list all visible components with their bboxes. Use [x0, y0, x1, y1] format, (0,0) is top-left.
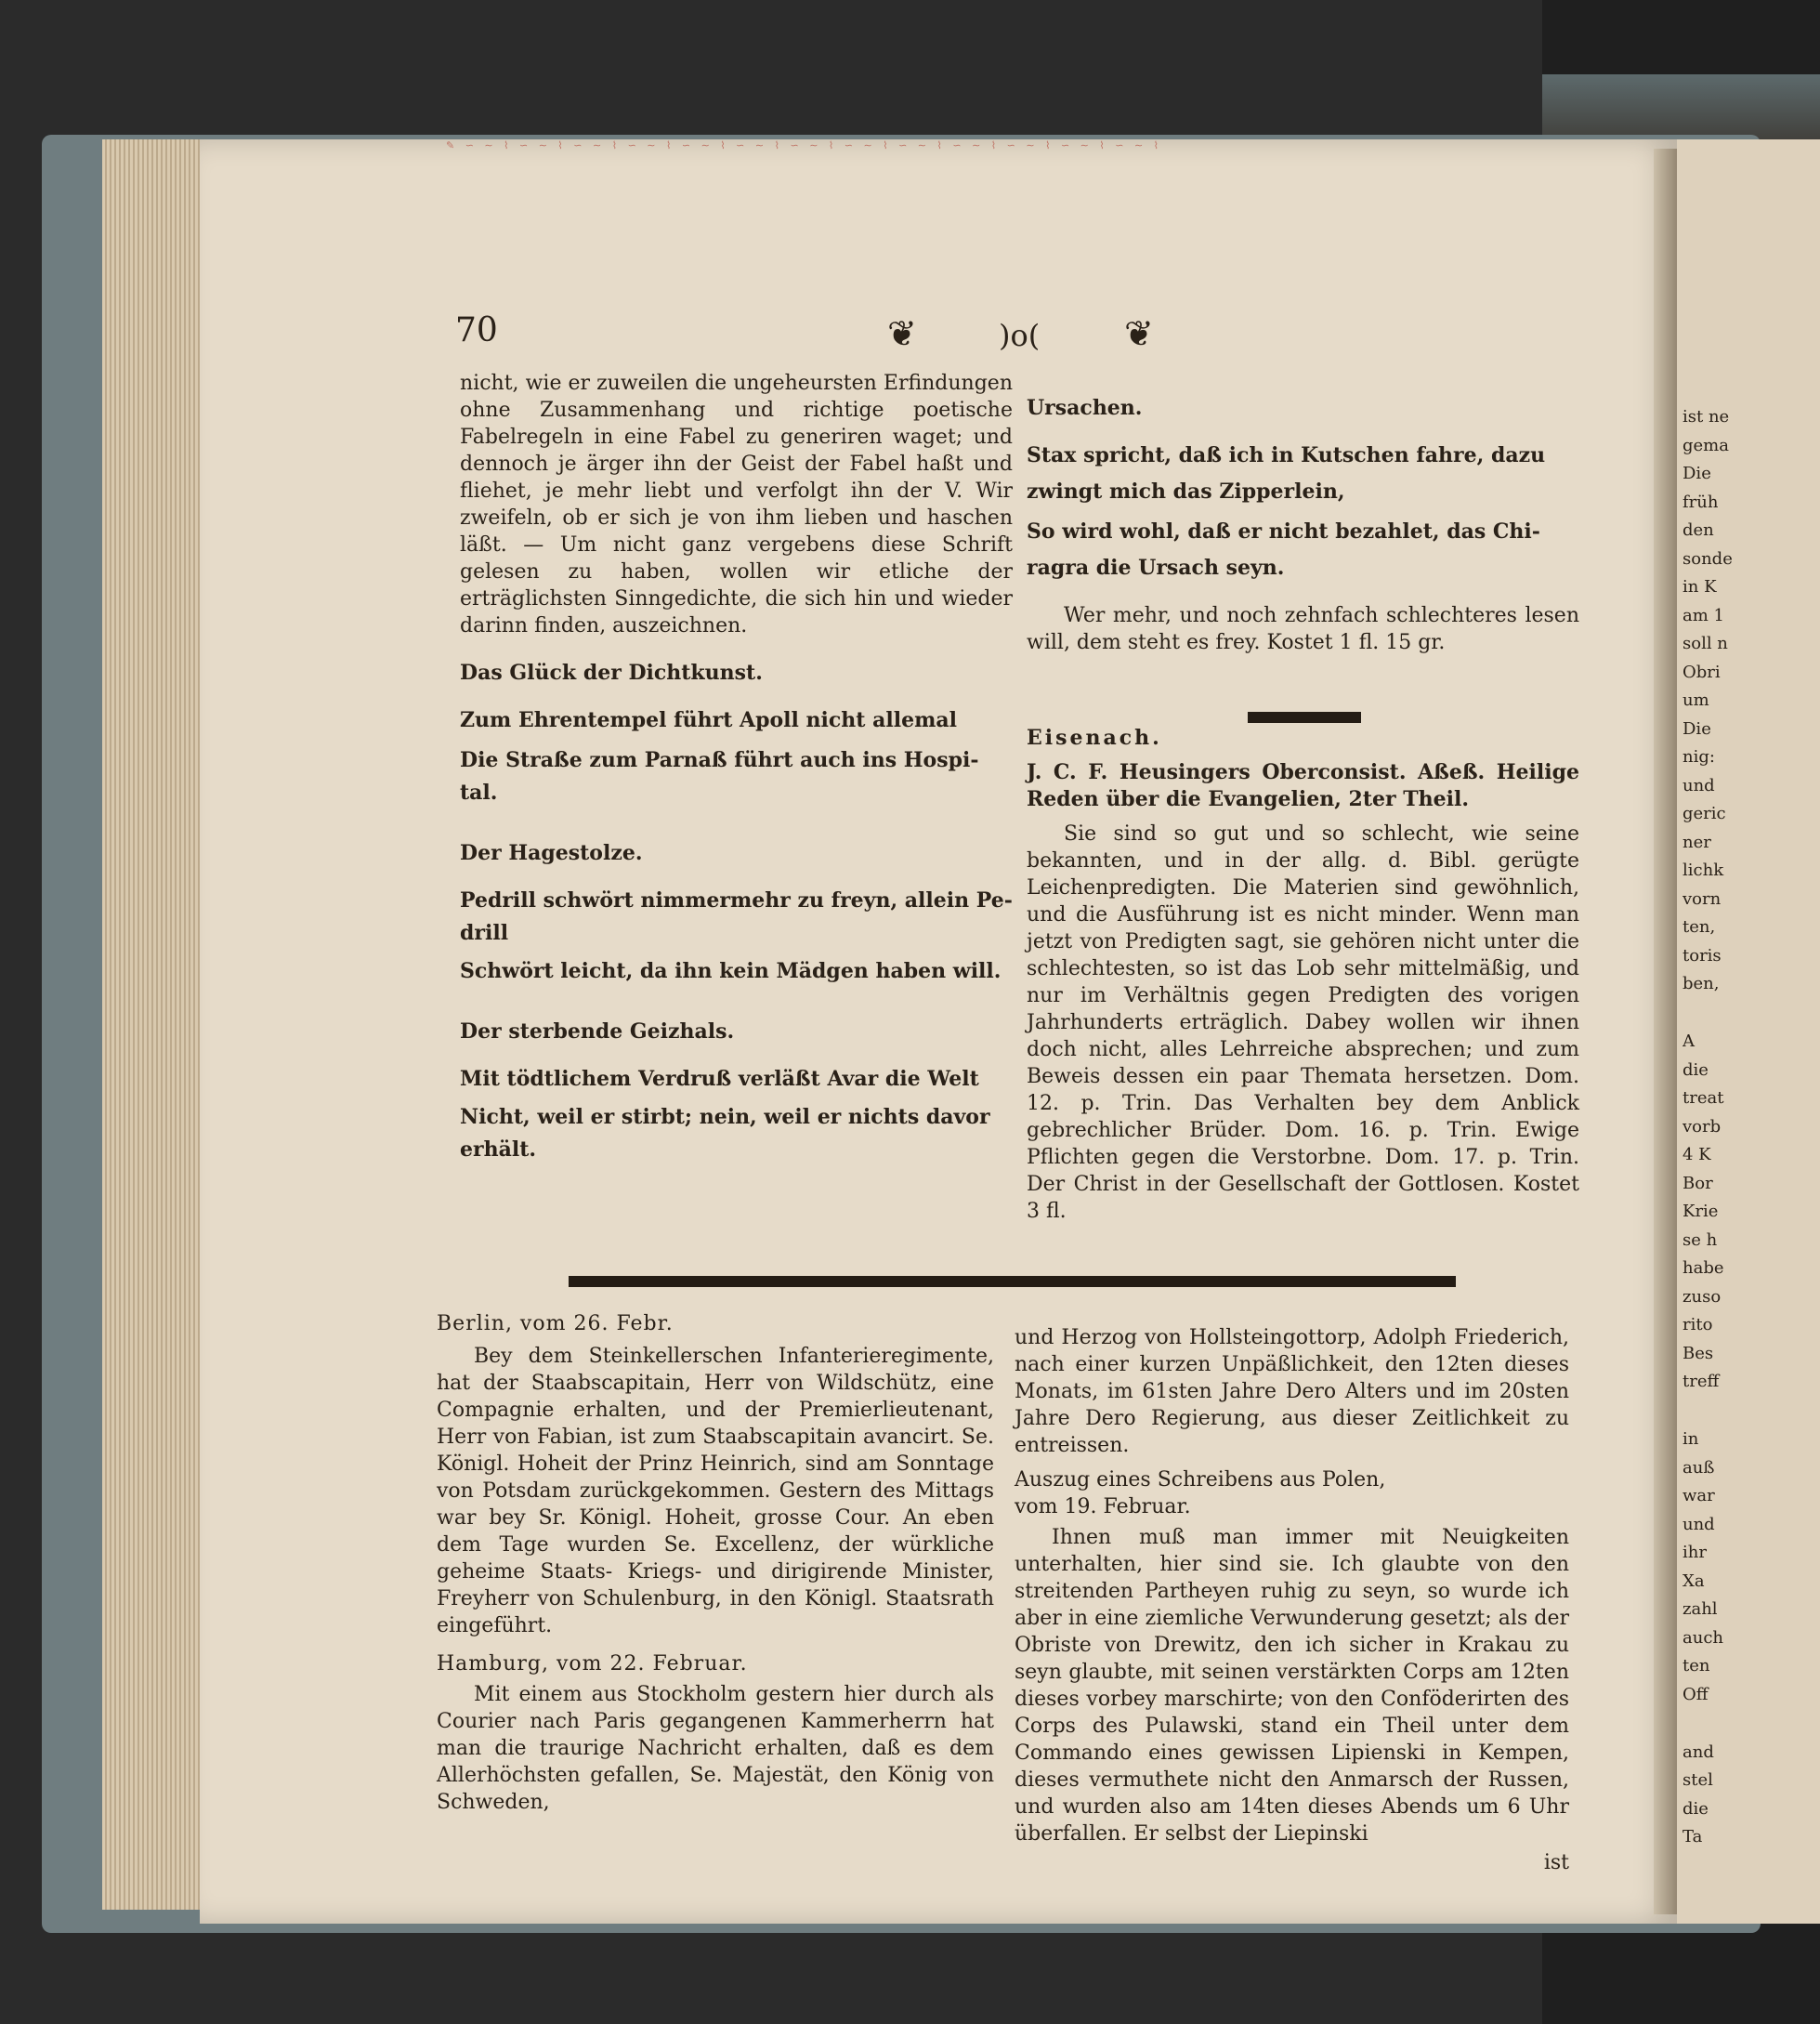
catchword: ist — [1543, 1851, 1569, 1874]
news-paragraph: Mit einem aus Stockholm gestern hier durch als Courier nach Paris gegangenen Kammerherrn hat man die traurige Nachricht erhalten, daß es dem Allerhöchsten gefallen, Se. Majestät, den König von Schweden, — [437, 1683, 994, 1814]
intro-paragraph: nicht, wie er zuweilen die ungeheursten Erfindungen ohne Zusammenhang und richtige poetische Fabelregeln in eine Fabel zu generiren waget; und dennoch je ärger ihn der Geist der Fabel haßt und fliehet, je mehr liebt und verfolgt ihn der V. Wir zweifeln, ob er sich je von ihm lieben und haschen läßt. — Um nicht ganz vergebens diese Schrift gelesen zu haben, wollen wir etliche der erträglichsten Sinngedichte, die sich hin und wieder darinn finden, auszeichnen. — [460, 372, 1013, 637]
next-page-fragment: früh — [1683, 493, 1719, 511]
ornament-right-icon: ❦ — [1124, 313, 1154, 354]
thick-divider — [569, 1276, 1456, 1287]
closing-note: Wer mehr, und noch zehnfach schlechteres lesen will, dem steht es frey. Kostet 1 fl. 15 gr. — [1027, 604, 1579, 654]
next-page-fragment: um — [1683, 692, 1709, 709]
next-page-fragment: soll n — [1683, 636, 1728, 652]
poem-line: drill — [460, 921, 509, 945]
next-page-fragment: in — [1683, 1431, 1699, 1448]
poem-title: Das Glück der Dichtkunst. — [460, 661, 763, 685]
next-page-fragment: auß — [1683, 1459, 1715, 1477]
news-paragraph: Ihnen muß man immer mit Neuigkeiten unterhalten, hier sind sie. Ich glaubte von den streitenden Partheyen ruhig zu seyn, so wurde ich aber in eine ziemliche Verwunderung gesetzt; als der Obriste von Drewitz, den ich sicher in Krakau zu seyn glaubte, mit seinen verstärkten Corps am 12ten dieses vorbey marschirte; von den Conföderirten des Corps des Pulawski, stand ein Theil unter dem Commando eines gewissen Lipienski in Kempen, dieses vermuthete nicht den Anmarsch der Russen, und wurden also am 14ten dieses Abends um 6 Uhr überfallen. Er selbst der Liepinski — [1015, 1526, 1569, 1846]
red-ink-marks: ✎ ∽ ∼ ⌇ ∽ ∼ ⌇ ∽ ∼ ⌇ ∽ ∼ ⌇ ∽ ∼ ⌇ ∽ ∼ ⌇ ∽ ∼ ⌇ ∽ ∼ ⌇ ∽ ∼ ⌇ ∽ ∼ ⌇ ∽ ∼ ⌇ ∽ ∼ ⌇ ∽ ∼ ⌇ — [446, 139, 1163, 151]
next-page-fragment: ner — [1683, 834, 1711, 851]
next-page-fragment: den — [1683, 522, 1714, 539]
next-page-fragment: auch — [1683, 1629, 1723, 1647]
page-edges — [102, 139, 204, 1910]
next-page-fragment: vorb — [1683, 1118, 1722, 1136]
page-number: 70 — [455, 311, 498, 349]
next-page-fragment: zahl — [1683, 1601, 1718, 1618]
next-page-edge — [1677, 139, 1820, 1924]
next-page-fragment: und — [1683, 1516, 1715, 1533]
next-page-fragment: vorn — [1683, 890, 1722, 908]
next-page-fragment: die — [1683, 1800, 1709, 1818]
next-page-fragment: Obri — [1683, 664, 1721, 681]
poem-title: Der Hagestolze. — [460, 841, 643, 865]
next-page-fragment: gema — [1683, 437, 1729, 454]
next-page-fragment: Bor — [1683, 1175, 1713, 1192]
letter-date: vom 19. Februar. — [1015, 1495, 1191, 1518]
next-page-fragment: treff — [1683, 1373, 1720, 1390]
next-page-fragment: and — [1683, 1743, 1714, 1761]
section-body: Sie sind so gut und so schlecht, wie seine bekannten, und in der allg. d. Bibl. gerügte Leichenpredigten. Die Materien sind gewöhnlich, und die Ausführung ist es nicht minder. Wenn man jetzt von Predigten sagt, sie gehören nicht unter die schlechtesten, so ist das Lob sehr mittelmäßig, und nur im Verhältnis gegen Predigten des vorigen Jahrhunderts erträglich. Dabey wollen wir ihnen doch nicht, alles Lehrreiche absprechen; und zum Beweis dessen ein paar Themata hersetzen. Dom. 12. p. Trin. Das Verhalten bey dem Anblick gebrechlicher Brüder. Dom. 16. p. Trin. Ewige Pflichten gegen die Verstorbne. Dom. 17. p. Trin. Der Christ in der Gesellschaft der Gottlosen. Kostet 3 fl. — [1027, 822, 1579, 1223]
poem-line: Schwört leicht, da ihn kein Mädgen haben will. — [460, 959, 1002, 983]
poem-line: So wird wohl, daß er nicht bezahlet, das Chi- — [1027, 519, 1540, 544]
next-page-fragment: Die — [1683, 466, 1711, 482]
next-page-fragment: war — [1683, 1488, 1715, 1505]
next-page-fragment: ten — [1683, 1658, 1710, 1675]
poem-line: Zum Ehrentempel führt Apoll nicht allemal — [460, 708, 957, 732]
poem-line: Nicht, weil er stirbt; nein, weil er nichts davor — [460, 1105, 990, 1129]
right-column-top — [1027, 395, 1579, 1225]
next-page-fragment: ben, — [1683, 976, 1720, 992]
dateline: Hamburg, vom 22. Februar. — [437, 1652, 748, 1676]
next-page-fragment: se h — [1683, 1231, 1718, 1249]
news-paragraph: und Herzog von Hollsteingottorp, Adolph Friederich, nach einer kurzen Unpäßlichkeit, den 12ten dieses Monats, im 61sten Jahre Dero Alters und im 20sten Jahre Dero Regierung, aus dieser Zeitlichkeit zu entreissen. — [1015, 1326, 1569, 1457]
poem-line: Stax spricht, daß ich in Kutschen fahre, dazu — [1027, 443, 1546, 467]
next-page-fragment: nig: — [1683, 749, 1715, 766]
next-page-fragment: Bes — [1683, 1345, 1714, 1362]
next-page-fragment: A — [1683, 1033, 1695, 1050]
next-page-fragment: treat — [1683, 1090, 1724, 1107]
next-page-fragment: am 1 — [1683, 607, 1724, 624]
next-page-fragment: toris — [1683, 947, 1722, 965]
section-place: Eisenach. — [1027, 726, 1162, 750]
next-page-fragment: rito — [1683, 1317, 1713, 1334]
ornament-left-icon: ❦ — [887, 313, 917, 354]
next-page-fragment: lichk — [1683, 862, 1724, 879]
poem-line: ragra die Ursach seyn. — [1027, 556, 1285, 580]
next-page-fragment: zuso — [1683, 1288, 1722, 1306]
next-page-fragment: 4 K — [1683, 1147, 1711, 1163]
next-page-fragment: ten, — [1683, 919, 1716, 936]
news-paragraph: Bey dem Steinkellerschen Infanterieregimente, hat der Staabscapitain, Herr von Wildschütz, eine Compagnie erhalten, und der Premierlieutenant, Herr von Fabian, ist zum Staabscapitain avancirt. Se. Königl. Hoheit der Prinz Heinrich, sind am Sonntage von Potsdam zurückgekommen. Gestern des Mittags war bey Sr. Königl. Hoheit, grosse Cour. An eben dem Tage wurden Se. Excellenz, der würkliche geheime Staats- Kriegs- und dirigirende Minister, Freyherr von Schulenburg, in den Königl. Staatsrath eingeführt. — [437, 1345, 994, 1637]
next-page-fragment: ist ne — [1683, 409, 1730, 426]
letter-heading: Auszug eines Schreibens aus Polen, — [1015, 1468, 1386, 1492]
next-page-fragment: geric — [1683, 806, 1726, 822]
next-page-fragment: Ta — [1683, 1829, 1703, 1846]
poem-line: Pedrill schwört nimmermehr zu freyn, allein Pe- — [460, 888, 1013, 913]
poem-line: Mit tödtlichem Verdruß verläßt Avar die Welt — [460, 1067, 979, 1091]
poem-title: Der sterbende Geizhals. — [460, 1019, 735, 1044]
next-page-fragment: Xa — [1683, 1572, 1705, 1590]
next-page-fragment: sonde — [1683, 550, 1733, 568]
right-column-bottom — [1015, 1324, 1569, 1876]
next-page-fragment: habe — [1683, 1260, 1724, 1277]
dateline: Berlin, vom 26. Febr. — [437, 1312, 674, 1335]
poem-title: Ursachen. — [1027, 396, 1143, 420]
poem-line: erhält. — [460, 1137, 537, 1162]
short-divider — [1248, 712, 1361, 723]
next-page-fragment: Die — [1683, 720, 1711, 738]
poem-line: Die Straße zum Parnaß führt auch ins Hospi- — [460, 748, 979, 772]
left-column-top — [460, 370, 1013, 1163]
next-page-fragment: in K — [1683, 579, 1717, 596]
next-page-fragment: stel — [1683, 1772, 1713, 1789]
next-page-fragment: die — [1683, 1061, 1709, 1079]
next-page-fragment: Krie — [1683, 1203, 1719, 1220]
ornament-center-icon: )o( — [999, 318, 1041, 353]
next-page-fragment: Off — [1683, 1686, 1709, 1703]
left-column-bottom — [437, 1310, 994, 1816]
next-page-fragment: ihr — [1683, 1544, 1707, 1561]
next-page-fragment: und — [1683, 777, 1715, 795]
section-title: J. C. F. Heusingers Oberconsist. Aßeß. Heilige Reden über die Evangelien, 2ter Theil. — [1027, 760, 1579, 811]
poem-line: zwingt mich das Zipperlein, — [1027, 480, 1345, 504]
poem-line: tal. — [460, 781, 498, 805]
